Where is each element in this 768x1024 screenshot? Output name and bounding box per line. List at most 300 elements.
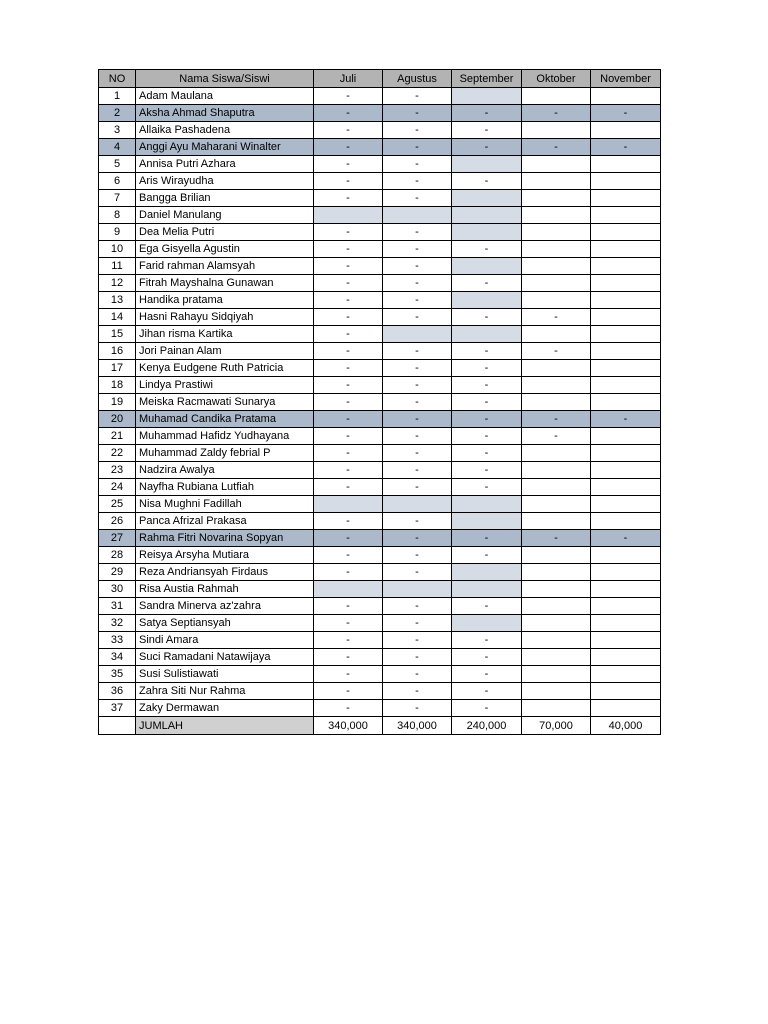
- payment-agustus: -: [383, 598, 452, 615]
- payment-oktober: -: [522, 139, 591, 156]
- payment-september: -: [452, 377, 522, 394]
- payment-agustus: [383, 326, 452, 343]
- payment-juli: [314, 207, 383, 224]
- row-number: 26: [99, 513, 136, 530]
- payment-oktober: [522, 513, 591, 530]
- payment-september: [452, 88, 522, 105]
- row-number: 8: [99, 207, 136, 224]
- payment-november: [591, 343, 661, 360]
- payment-september: -: [452, 547, 522, 564]
- row-number: 1: [99, 88, 136, 105]
- payment-oktober: [522, 462, 591, 479]
- payment-oktober: [522, 479, 591, 496]
- table-row: [99, 564, 661, 581]
- payment-oktober: [522, 683, 591, 700]
- payment-oktober: [522, 224, 591, 241]
- payment-oktober: [522, 615, 591, 632]
- payment-juli: -: [314, 615, 383, 632]
- payment-agustus: -: [383, 683, 452, 700]
- payment-november: [591, 496, 661, 513]
- payment-november: [591, 581, 661, 598]
- table-row: [99, 224, 661, 241]
- payment-agustus: -: [383, 88, 452, 105]
- payment-agustus: -: [383, 343, 452, 360]
- header-september: September: [452, 70, 522, 88]
- payment-juli: -: [314, 649, 383, 666]
- total-agustus: 340,000: [383, 717, 452, 735]
- student-name: Satya Septiansyah: [136, 615, 314, 632]
- row-number: 30: [99, 581, 136, 598]
- payment-oktober: [522, 190, 591, 207]
- payment-oktober: [522, 360, 591, 377]
- payment-table: [98, 69, 661, 735]
- payment-oktober: [522, 445, 591, 462]
- student-name: Bangga Brilian: [136, 190, 314, 207]
- payment-agustus: -: [383, 445, 452, 462]
- table-row: [99, 173, 661, 190]
- row-number: 29: [99, 564, 136, 581]
- payment-agustus: -: [383, 547, 452, 564]
- payment-agustus: -: [383, 394, 452, 411]
- row-number: 14: [99, 309, 136, 326]
- payment-oktober: -: [522, 428, 591, 445]
- payment-juli: [314, 496, 383, 513]
- payment-oktober: [522, 377, 591, 394]
- payment-agustus: -: [383, 156, 452, 173]
- payment-juli: -: [314, 88, 383, 105]
- payment-agustus: -: [383, 139, 452, 156]
- payment-november: [591, 564, 661, 581]
- row-number: 23: [99, 462, 136, 479]
- student-name: Muhammad Zaldy febrial P: [136, 445, 314, 462]
- row-number: 21: [99, 428, 136, 445]
- payment-november: [591, 700, 661, 717]
- table-row: [99, 326, 661, 343]
- payment-september: -: [452, 173, 522, 190]
- table-row: [99, 462, 661, 479]
- payment-agustus: -: [383, 513, 452, 530]
- payment-oktober: -: [522, 343, 591, 360]
- payment-juli: -: [314, 326, 383, 343]
- payment-agustus: -: [383, 615, 452, 632]
- payment-oktober: [522, 292, 591, 309]
- payment-november: [591, 547, 661, 564]
- payment-november: [591, 683, 661, 700]
- table-row: [99, 309, 661, 326]
- student-name: Rahma Fitri Novarina Sopyan: [136, 530, 314, 547]
- payment-november: [591, 241, 661, 258]
- payment-juli: -: [314, 122, 383, 139]
- payment-november: [591, 428, 661, 445]
- table-row: [99, 360, 661, 377]
- payment-juli: -: [314, 700, 383, 717]
- student-name: Farid rahman Alamsyah: [136, 258, 314, 275]
- row-number: 5: [99, 156, 136, 173]
- payment-september: [452, 292, 522, 309]
- payment-september: [452, 207, 522, 224]
- payment-november: [591, 173, 661, 190]
- payment-juli: -: [314, 377, 383, 394]
- header-november: November: [591, 70, 661, 88]
- student-name: Aksha Ahmad Shaputra: [136, 105, 314, 122]
- payment-juli: -: [314, 598, 383, 615]
- payment-september: -: [452, 428, 522, 445]
- student-name: Lindya Prastiwi: [136, 377, 314, 394]
- payment-agustus: -: [383, 105, 452, 122]
- table-row: [99, 241, 661, 258]
- row-number: 32: [99, 615, 136, 632]
- payment-november: [591, 479, 661, 496]
- student-name: Adam Maulana: [136, 88, 314, 105]
- table-row: [99, 598, 661, 615]
- payment-september: -: [452, 309, 522, 326]
- payment-november: [591, 258, 661, 275]
- header-agustus: Agustus: [383, 70, 452, 88]
- total-november: 40,000: [591, 717, 661, 735]
- table-row: [99, 479, 661, 496]
- student-name: Nayfha Rubiana Lutfiah: [136, 479, 314, 496]
- payment-juli: -: [314, 394, 383, 411]
- student-name: Fitrah Mayshalna Gunawan: [136, 275, 314, 292]
- payment-september: -: [452, 343, 522, 360]
- payment-november: [591, 292, 661, 309]
- payment-agustus: -: [383, 292, 452, 309]
- payment-agustus: -: [383, 309, 452, 326]
- student-name: Ega Gisyella Agustin: [136, 241, 314, 258]
- table-row: [99, 428, 661, 445]
- payment-september: -: [452, 122, 522, 139]
- payment-juli: -: [314, 683, 383, 700]
- total-oktober: 70,000: [522, 717, 591, 735]
- payment-juli: -: [314, 156, 383, 173]
- payment-november: -: [591, 105, 661, 122]
- payment-november: [591, 190, 661, 207]
- table-row: [99, 496, 661, 513]
- row-number: 31: [99, 598, 136, 615]
- payment-september: [452, 513, 522, 530]
- student-name: Hasni Rahayu Sidqiyah: [136, 309, 314, 326]
- table-row: [99, 581, 661, 598]
- table-row: [99, 445, 661, 462]
- total-juli: 340,000: [314, 717, 383, 735]
- payment-agustus: -: [383, 241, 452, 258]
- payment-agustus: -: [383, 258, 452, 275]
- payment-juli: -: [314, 445, 383, 462]
- payment-november: [591, 377, 661, 394]
- payment-juli: -: [314, 360, 383, 377]
- student-name: Nadzira Awalya: [136, 462, 314, 479]
- payment-oktober: [522, 88, 591, 105]
- total-row: [99, 717, 661, 735]
- payment-oktober: [522, 326, 591, 343]
- payment-agustus: [383, 207, 452, 224]
- student-name: Anggi Ayu Maharani Winalter: [136, 139, 314, 156]
- payment-september: -: [452, 105, 522, 122]
- payment-juli: -: [314, 632, 383, 649]
- row-number: 35: [99, 666, 136, 683]
- row-number: 36: [99, 683, 136, 700]
- payment-oktober: [522, 275, 591, 292]
- payment-november: [591, 666, 661, 683]
- student-name: Nisa Mughni Fadillah: [136, 496, 314, 513]
- payment-september: -: [452, 462, 522, 479]
- row-number: 16: [99, 343, 136, 360]
- payment-september: -: [452, 445, 522, 462]
- payment-agustus: -: [383, 275, 452, 292]
- row-number: 19: [99, 394, 136, 411]
- header-juli: Juli: [314, 70, 383, 88]
- row-number: 33: [99, 632, 136, 649]
- row-number: 11: [99, 258, 136, 275]
- row-number: 15: [99, 326, 136, 343]
- payment-november: [591, 632, 661, 649]
- payment-september: [452, 190, 522, 207]
- row-number: 28: [99, 547, 136, 564]
- student-name: Handika pratama: [136, 292, 314, 309]
- payment-oktober: [522, 649, 591, 666]
- student-name: Daniel Manulang: [136, 207, 314, 224]
- payment-agustus: -: [383, 411, 452, 428]
- table-row: [99, 411, 661, 428]
- payment-november: [591, 598, 661, 615]
- payment-agustus: -: [383, 666, 452, 683]
- payment-november: [591, 207, 661, 224]
- header-name: Nama Siswa/Siswi: [136, 70, 314, 88]
- payment-oktober: [522, 547, 591, 564]
- payment-november: [591, 615, 661, 632]
- payment-oktober: [522, 241, 591, 258]
- table-row: [99, 343, 661, 360]
- student-name: Reza Andriansyah Firdaus: [136, 564, 314, 581]
- payment-agustus: -: [383, 122, 452, 139]
- payment-november: [591, 360, 661, 377]
- student-name: Jihan risma Kartika: [136, 326, 314, 343]
- table-row: [99, 530, 661, 547]
- student-name: Suci Ramadani Natawijaya: [136, 649, 314, 666]
- payment-oktober: -: [522, 530, 591, 547]
- payment-november: [591, 88, 661, 105]
- payment-november: [591, 156, 661, 173]
- header-no: NO: [99, 70, 136, 88]
- payment-oktober: [522, 700, 591, 717]
- payment-september: -: [452, 275, 522, 292]
- payment-agustus: -: [383, 462, 452, 479]
- payment-agustus: -: [383, 224, 452, 241]
- payment-september: -: [452, 598, 522, 615]
- payment-juli: -: [314, 530, 383, 547]
- student-name: Susi Sulistiawati: [136, 666, 314, 683]
- student-name: Risa Austia Rahmah: [136, 581, 314, 598]
- student-name: Allaika Pashadena: [136, 122, 314, 139]
- row-number: 22: [99, 445, 136, 462]
- payment-september: -: [452, 479, 522, 496]
- payment-oktober: [522, 564, 591, 581]
- payment-juli: -: [314, 343, 383, 360]
- payment-agustus: -: [383, 632, 452, 649]
- payment-agustus: -: [383, 377, 452, 394]
- row-number: 24: [99, 479, 136, 496]
- payment-september: [452, 564, 522, 581]
- payment-juli: -: [314, 462, 383, 479]
- payment-november: [591, 275, 661, 292]
- row-number: 13: [99, 292, 136, 309]
- payment-november: -: [591, 411, 661, 428]
- student-name: Dea Melia Putri: [136, 224, 314, 241]
- table-row: [99, 207, 661, 224]
- table-row: [99, 122, 661, 139]
- payment-oktober: [522, 258, 591, 275]
- payment-september: [452, 224, 522, 241]
- payment-juli: -: [314, 173, 383, 190]
- table-row: [99, 683, 661, 700]
- payment-september: [452, 326, 522, 343]
- payment-juli: -: [314, 564, 383, 581]
- payment-juli: [314, 581, 383, 598]
- total-no-cell: [99, 717, 136, 735]
- payment-agustus: -: [383, 428, 452, 445]
- payment-september: -: [452, 649, 522, 666]
- payment-agustus: -: [383, 649, 452, 666]
- student-name: Sandra Minerva az'zahra: [136, 598, 314, 615]
- payment-agustus: -: [383, 530, 452, 547]
- row-number: 17: [99, 360, 136, 377]
- payment-september: -: [452, 666, 522, 683]
- payment-september: -: [452, 700, 522, 717]
- row-number: 25: [99, 496, 136, 513]
- table-row: [99, 258, 661, 275]
- student-name: Sindi Amara: [136, 632, 314, 649]
- table-row: [99, 615, 661, 632]
- header-oktober: Oktober: [522, 70, 591, 88]
- payment-november: [591, 122, 661, 139]
- payment-agustus: -: [383, 479, 452, 496]
- payment-september: -: [452, 139, 522, 156]
- payment-juli: -: [314, 224, 383, 241]
- row-number: 12: [99, 275, 136, 292]
- student-name: Zaky Dermawan: [136, 700, 314, 717]
- row-number: 4: [99, 139, 136, 156]
- payment-juli: -: [314, 479, 383, 496]
- table-row: [99, 666, 661, 683]
- table-row: [99, 139, 661, 156]
- student-name: Muhamad Candika Pratama: [136, 411, 314, 428]
- student-name: Aris Wirayudha: [136, 173, 314, 190]
- payment-juli: -: [314, 513, 383, 530]
- payment-september: [452, 496, 522, 513]
- student-name: Reisya Arsyha Mutiara: [136, 547, 314, 564]
- row-number: 6: [99, 173, 136, 190]
- student-name: Annisa Putri Azhara: [136, 156, 314, 173]
- payment-november: [591, 462, 661, 479]
- row-number: 34: [99, 649, 136, 666]
- payment-juli: -: [314, 309, 383, 326]
- payment-november: [591, 445, 661, 462]
- payment-november: [591, 309, 661, 326]
- payment-oktober: [522, 581, 591, 598]
- table-row: [99, 105, 661, 122]
- payment-september: [452, 258, 522, 275]
- payment-september: [452, 156, 522, 173]
- payment-september: -: [452, 411, 522, 428]
- payment-september: -: [452, 530, 522, 547]
- payment-agustus: -: [383, 360, 452, 377]
- payment-agustus: -: [383, 190, 452, 207]
- row-number: 2: [99, 105, 136, 122]
- payment-oktober: [522, 598, 591, 615]
- payment-juli: -: [314, 547, 383, 564]
- payment-juli: -: [314, 139, 383, 156]
- student-name: Panca Afrizal Prakasa: [136, 513, 314, 530]
- payment-agustus: -: [383, 564, 452, 581]
- payment-september: -: [452, 632, 522, 649]
- row-number: 3: [99, 122, 136, 139]
- payment-oktober: -: [522, 411, 591, 428]
- payment-november: [591, 394, 661, 411]
- row-number: 7: [99, 190, 136, 207]
- total-september: 240,000: [452, 717, 522, 735]
- student-name: Kenya Eudgene Ruth Patricia: [136, 360, 314, 377]
- payment-agustus: [383, 581, 452, 598]
- row-number: 37: [99, 700, 136, 717]
- payment-juli: -: [314, 275, 383, 292]
- table-row: [99, 394, 661, 411]
- row-number: 9: [99, 224, 136, 241]
- payment-oktober: [522, 496, 591, 513]
- table-row: [99, 632, 661, 649]
- table-row: [99, 88, 661, 105]
- payment-oktober: -: [522, 309, 591, 326]
- payment-juli: -: [314, 105, 383, 122]
- payment-september: -: [452, 394, 522, 411]
- payment-agustus: -: [383, 700, 452, 717]
- total-label: JUMLAH: [136, 717, 314, 735]
- payment-november: [591, 649, 661, 666]
- payment-agustus: [383, 496, 452, 513]
- payment-september: [452, 615, 522, 632]
- payment-oktober: [522, 666, 591, 683]
- table-row: [99, 649, 661, 666]
- payment-juli: -: [314, 411, 383, 428]
- student-name: Zahra Siti Nur Rahma: [136, 683, 314, 700]
- payment-oktober: -: [522, 105, 591, 122]
- row-number: 20: [99, 411, 136, 428]
- table-row: [99, 700, 661, 717]
- payment-september: -: [452, 360, 522, 377]
- table-row: [99, 292, 661, 309]
- table-row: [99, 377, 661, 394]
- row-number: 18: [99, 377, 136, 394]
- payment-november: [591, 513, 661, 530]
- payment-september: -: [452, 683, 522, 700]
- student-name: Meiska Racmawati Sunarya: [136, 394, 314, 411]
- payment-juli: -: [314, 292, 383, 309]
- payment-september: -: [452, 241, 522, 258]
- payment-oktober: [522, 173, 591, 190]
- payment-november: -: [591, 139, 661, 156]
- payment-oktober: [522, 122, 591, 139]
- table-row: [99, 513, 661, 530]
- row-number: 10: [99, 241, 136, 258]
- payment-oktober: [522, 632, 591, 649]
- table-row: [99, 275, 661, 292]
- payment-juli: -: [314, 666, 383, 683]
- payment-oktober: [522, 207, 591, 224]
- payment-september: [452, 581, 522, 598]
- header-row: [99, 70, 661, 88]
- table-row: [99, 190, 661, 207]
- payment-november: -: [591, 530, 661, 547]
- payment-juli: -: [314, 190, 383, 207]
